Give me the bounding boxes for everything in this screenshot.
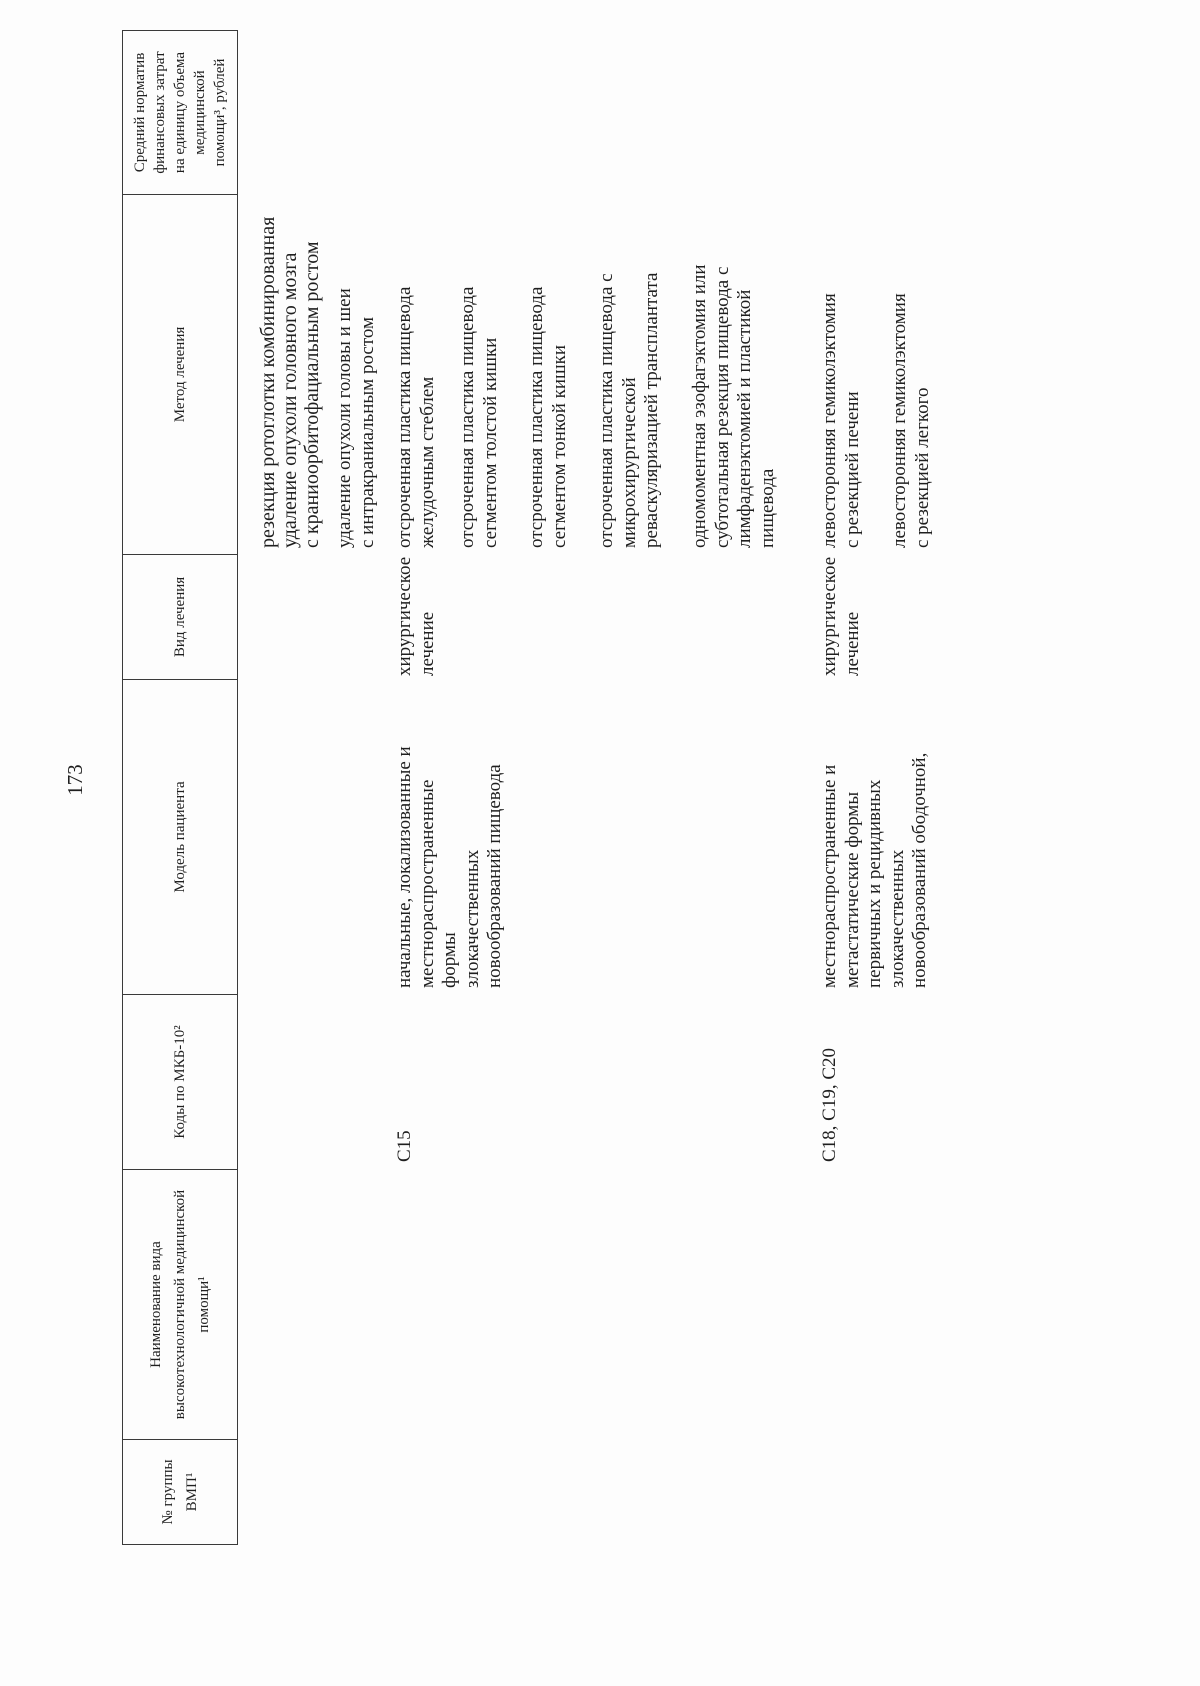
header-line: высокотехнологичной медицинской [172, 1189, 188, 1420]
method-line: левосторонняя гемиколэктомия [819, 293, 840, 548]
patient-model [394, 746, 507, 988]
header-cell-treatment-type [122, 555, 238, 680]
method-line: с интракраниальным ростом [356, 316, 378, 548]
page-number: 173 [63, 764, 87, 796]
header-line: помощи¹ [196, 1276, 212, 1333]
method-item [596, 273, 664, 548]
header-cell-avg-cost-standard [122, 30, 238, 195]
header-line: Вид лечения [172, 576, 188, 658]
header-cell-icd-codes [122, 995, 238, 1170]
patient-model-line: метастатические формы [841, 791, 863, 988]
treatment-type-line: лечение [416, 611, 438, 676]
method-line: субтотальная резекция пищевода с [711, 266, 733, 548]
patient-model-line: начальные, локализованные и [394, 746, 415, 988]
method-item [526, 287, 571, 548]
method-item [689, 264, 779, 548]
patient-model-line: злокачественных [461, 849, 483, 988]
header-line: Коды по МКБ-10² [172, 1025, 188, 1139]
method-line: удаление опухоли головного мозга [279, 252, 301, 548]
header-cell-group-number [122, 1440, 238, 1545]
header-line: № группы [160, 1459, 176, 1525]
header-line: помощи³, рублей [212, 58, 228, 167]
method-line: пищевода [756, 468, 778, 548]
patient-model-line: формы [439, 932, 460, 988]
header-line: Наименование вида [148, 1241, 164, 1368]
patient-model-line: местнораспространенные [416, 779, 438, 988]
method-line: сегментом толстой кишки [479, 337, 501, 548]
patient-model-line: местнораспространенные и [819, 764, 840, 988]
method-item [394, 287, 439, 548]
method-line: удаление опухоли головы и шеи [334, 288, 355, 548]
header-cell-patient-model [122, 680, 238, 995]
method-line: лимфаденэктомией и пластикой [734, 289, 755, 548]
treatment-type-line: хирургическое [819, 556, 840, 676]
method-line: микрохирургической [618, 377, 640, 548]
treatment-type [819, 557, 864, 676]
method-line: левосторонняя гемиколэктомия [889, 293, 910, 548]
method-item [257, 217, 279, 548]
method-item [819, 293, 864, 548]
header-line: Модель пациента [172, 781, 188, 893]
treatment-type-line: хирургическое [394, 556, 415, 676]
patient-model-line: первичных и рецидивных [864, 779, 885, 988]
method-line: с краниоорбитофациальным ростом [301, 241, 323, 548]
icd-codes: C15 [394, 1130, 415, 1162]
treatment-type-line: лечение [841, 611, 863, 676]
method-item [334, 288, 379, 548]
method-item [889, 293, 934, 548]
method-line: отсроченная пластика пищевода [394, 286, 415, 548]
method-item [457, 287, 502, 548]
method-line: отсроченная пластика пищевода с [596, 273, 617, 548]
header-line: медицинской [192, 70, 208, 155]
header-line: Метод лечения [172, 326, 188, 423]
patient-model [819, 753, 932, 988]
header-cell-treatment-method [122, 195, 238, 555]
method-line: с резекцией печени [841, 391, 863, 548]
method-line: желудочным стеблем [416, 376, 438, 548]
treatment-type [394, 557, 439, 676]
method-line: резекция ротоглотки комбинированная [257, 216, 279, 548]
header-line: ВМП¹ [184, 1472, 200, 1512]
method-line: реваскуляризацией трансплантата [641, 272, 662, 548]
header-cell-care-type-name [122, 1170, 238, 1440]
method-line: отсроченная пластика пищевода [457, 286, 478, 548]
header-line: финансовых затрат [152, 51, 168, 174]
method-line: одномоментная эзофагэктомия или [689, 264, 710, 548]
method-line: отсроченная пластика пищевода [526, 286, 547, 548]
patient-model-line: новообразований ободочной, [909, 752, 930, 988]
method-line: сегментом тонкой кишки [548, 344, 570, 548]
header-line: на единицу объема [172, 51, 188, 174]
patient-model-line: новообразований пищевода [484, 764, 505, 988]
icd-codes: C18, C19, C20 [819, 1047, 840, 1162]
patient-model-line: злокачественных [886, 849, 908, 988]
method-line: с резекцией легкого [911, 387, 933, 548]
header-line: Средний норматив [132, 52, 148, 173]
method-item [279, 241, 323, 548]
